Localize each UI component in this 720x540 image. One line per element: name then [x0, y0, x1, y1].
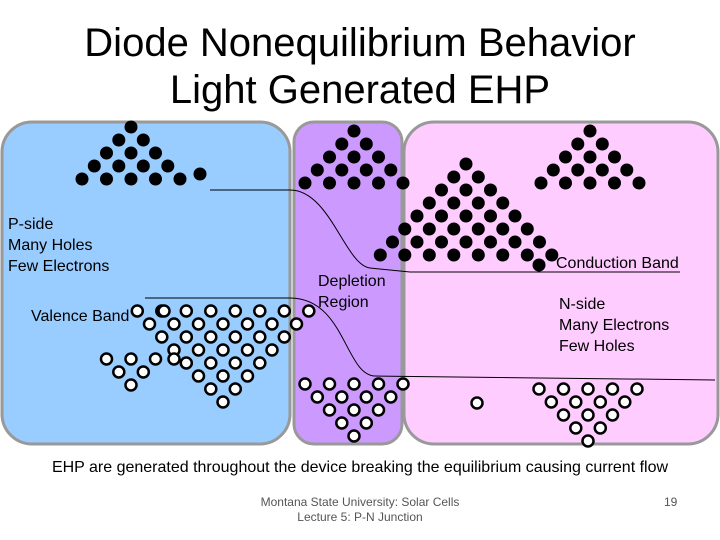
hole-dot — [113, 367, 124, 378]
electron-dot — [608, 177, 621, 190]
hole-dot — [230, 384, 241, 395]
hole-dot — [169, 319, 180, 330]
hole-dot — [607, 410, 618, 421]
hole-dot — [169, 354, 180, 365]
electron-dot — [88, 160, 101, 173]
electron-dot — [584, 177, 597, 190]
hole-dot — [324, 405, 335, 416]
hole-dot — [361, 392, 372, 403]
electron-dot — [149, 147, 162, 160]
hole-dot — [205, 384, 216, 395]
electron-dot — [447, 171, 460, 184]
hole-dot — [230, 358, 241, 369]
electron-dot — [194, 168, 207, 181]
electron-dot — [360, 138, 373, 151]
hole-dot — [132, 306, 143, 317]
electron-dot — [496, 249, 509, 262]
electron-dot — [584, 125, 597, 138]
hole-dot — [385, 392, 396, 403]
electron-dot — [411, 210, 424, 223]
electron-dot — [423, 249, 436, 262]
hole-dot — [101, 354, 112, 365]
electron-dot — [323, 151, 336, 164]
hole-dot — [181, 332, 192, 343]
hole-dot — [607, 384, 618, 395]
electron-dot — [423, 223, 436, 236]
hole-dot — [205, 358, 216, 369]
electron-dot — [620, 164, 633, 177]
electron-dot — [496, 197, 509, 210]
electron-dot — [559, 151, 572, 164]
hole-dot — [312, 392, 323, 403]
hole-dot — [159, 306, 170, 317]
electron-dot — [447, 249, 460, 262]
hole-dot — [349, 431, 360, 442]
electron-dot — [335, 138, 348, 151]
electron-dot — [571, 164, 584, 177]
electron-dot — [311, 164, 324, 177]
electron-dot — [161, 160, 174, 173]
electron-dot — [447, 197, 460, 210]
electron-dot — [484, 236, 497, 249]
electron-dot — [411, 236, 424, 249]
depletion-region-label: Depletion Region — [318, 273, 386, 311]
hole-dot — [205, 332, 216, 343]
hole-dot — [205, 306, 216, 317]
electron-dot — [547, 164, 560, 177]
hole-dot — [267, 319, 278, 330]
electron-dot — [596, 164, 609, 177]
electron-dot — [460, 236, 473, 249]
electron-dot — [348, 177, 361, 190]
electron-dot — [125, 173, 138, 186]
electron-dot — [460, 184, 473, 197]
electron-dot — [533, 236, 546, 249]
electron-dot — [584, 151, 597, 164]
hole-dot — [254, 358, 265, 369]
hole-dot — [254, 332, 265, 343]
hole-dot — [138, 367, 149, 378]
electron-dot — [137, 134, 150, 147]
hole-dot — [349, 405, 360, 416]
slide-title-line-1: Diode Nonequilibrium Behavior — [84, 21, 636, 65]
slide-footer: Montana State University: Solar Cells Lecture 5: P-N Junction — [260, 495, 460, 524]
electron-dot — [633, 177, 646, 190]
electron-dot — [435, 184, 448, 197]
electron-dot — [76, 173, 89, 186]
electron-dot — [533, 259, 546, 272]
hole-dot — [583, 384, 594, 395]
hole-dot — [126, 380, 137, 391]
hole-dot — [193, 319, 204, 330]
hole-dot — [595, 423, 606, 434]
electron-dot — [596, 138, 609, 151]
hole-dot — [632, 384, 643, 395]
hole-dot — [595, 397, 606, 408]
hole-dot — [361, 418, 372, 429]
hole-dot — [546, 397, 557, 408]
electron-dot — [348, 125, 361, 138]
hole-dot — [230, 332, 241, 343]
n-region — [404, 122, 718, 444]
hole-dot — [267, 345, 278, 356]
electron-dot — [521, 249, 534, 262]
electron-dot — [472, 197, 485, 210]
electron-dot — [100, 147, 113, 160]
electron-dot — [149, 173, 162, 186]
hole-dot — [144, 319, 155, 330]
electron-dot — [571, 138, 584, 151]
page-number: 19 — [664, 495, 678, 509]
hole-dot — [242, 319, 253, 330]
electron-dot — [360, 164, 373, 177]
electron-dot — [509, 210, 522, 223]
hole-dot — [398, 379, 409, 390]
hole-dot — [472, 398, 483, 409]
electron-dot — [323, 177, 336, 190]
slide-title-line-2: Light Generated EHP — [169, 68, 551, 112]
electron-dot — [397, 177, 410, 190]
hole-dot — [558, 410, 569, 421]
hole-dot — [242, 345, 253, 356]
electron-dot — [509, 236, 522, 249]
hole-dot — [156, 332, 167, 343]
hole-dot — [150, 354, 161, 365]
hole-dot — [324, 379, 335, 390]
hole-dot — [181, 358, 192, 369]
hole-dot — [279, 332, 290, 343]
electron-dot — [299, 177, 312, 190]
hole-dot — [291, 319, 302, 330]
electron-dot — [423, 197, 436, 210]
electron-dot — [112, 134, 125, 147]
hole-dot — [300, 379, 311, 390]
electron-dot — [372, 177, 385, 190]
electron-dot — [348, 151, 361, 164]
p-side-label: P-side Many Holes Few Electrons — [8, 216, 110, 275]
hole-dot — [254, 306, 265, 317]
hole-dot — [218, 371, 229, 382]
hole-dot — [570, 397, 581, 408]
hole-dot — [558, 384, 569, 395]
electron-dot — [398, 249, 411, 262]
hole-dot — [534, 384, 545, 395]
electron-dot — [460, 158, 473, 171]
hole-dot — [126, 354, 137, 365]
electron-dot — [174, 173, 187, 186]
hole-dot — [336, 392, 347, 403]
hole-dot — [230, 306, 241, 317]
slide-caption: EHP are generated throughout the device breaking the equilibrium causing current flow — [51, 459, 669, 476]
electron-dot — [384, 164, 397, 177]
hole-dot — [583, 436, 594, 447]
electron-dot — [100, 173, 113, 186]
electron-dot — [472, 171, 485, 184]
hole-dot — [373, 379, 384, 390]
electron-dot — [386, 236, 399, 249]
hole-dot — [336, 418, 347, 429]
electron-dot — [535, 177, 548, 190]
electron-dot — [484, 210, 497, 223]
electron-dot — [608, 151, 621, 164]
hole-dot — [583, 410, 594, 421]
electron-dot — [335, 164, 348, 177]
electron-dot — [137, 160, 150, 173]
hole-dot — [619, 397, 630, 408]
electron-dot — [374, 249, 387, 262]
electron-dot — [112, 160, 125, 173]
hole-dot — [570, 423, 581, 434]
hole-dot — [349, 379, 360, 390]
electron-dot — [125, 121, 138, 134]
n-side-label: N-side Many Electrons Few Holes — [559, 296, 670, 355]
electron-dot — [125, 147, 138, 160]
electron-dot — [559, 177, 572, 190]
electron-dot — [521, 223, 534, 236]
electron-dot — [372, 151, 385, 164]
hole-dot — [193, 371, 204, 382]
hole-dot — [373, 405, 384, 416]
electron-dot — [447, 223, 460, 236]
electron-dot — [496, 223, 509, 236]
electron-dot — [472, 223, 485, 236]
valence-band-label: Valence Band — [31, 308, 130, 325]
electron-dot — [435, 236, 448, 249]
hole-dot — [279, 306, 290, 317]
hole-dot — [218, 397, 229, 408]
conduction-band-label: Conduction Band — [556, 255, 679, 272]
hole-dot — [181, 306, 192, 317]
electron-dot — [398, 223, 411, 236]
hole-dot — [242, 371, 253, 382]
hole-dot — [303, 306, 314, 317]
electron-dot — [435, 210, 448, 223]
electron-dot — [484, 184, 497, 197]
hole-dot — [218, 319, 229, 330]
hole-dot — [218, 345, 229, 356]
hole-dot — [193, 345, 204, 356]
electron-dot — [460, 210, 473, 223]
electron-dot — [472, 249, 485, 262]
